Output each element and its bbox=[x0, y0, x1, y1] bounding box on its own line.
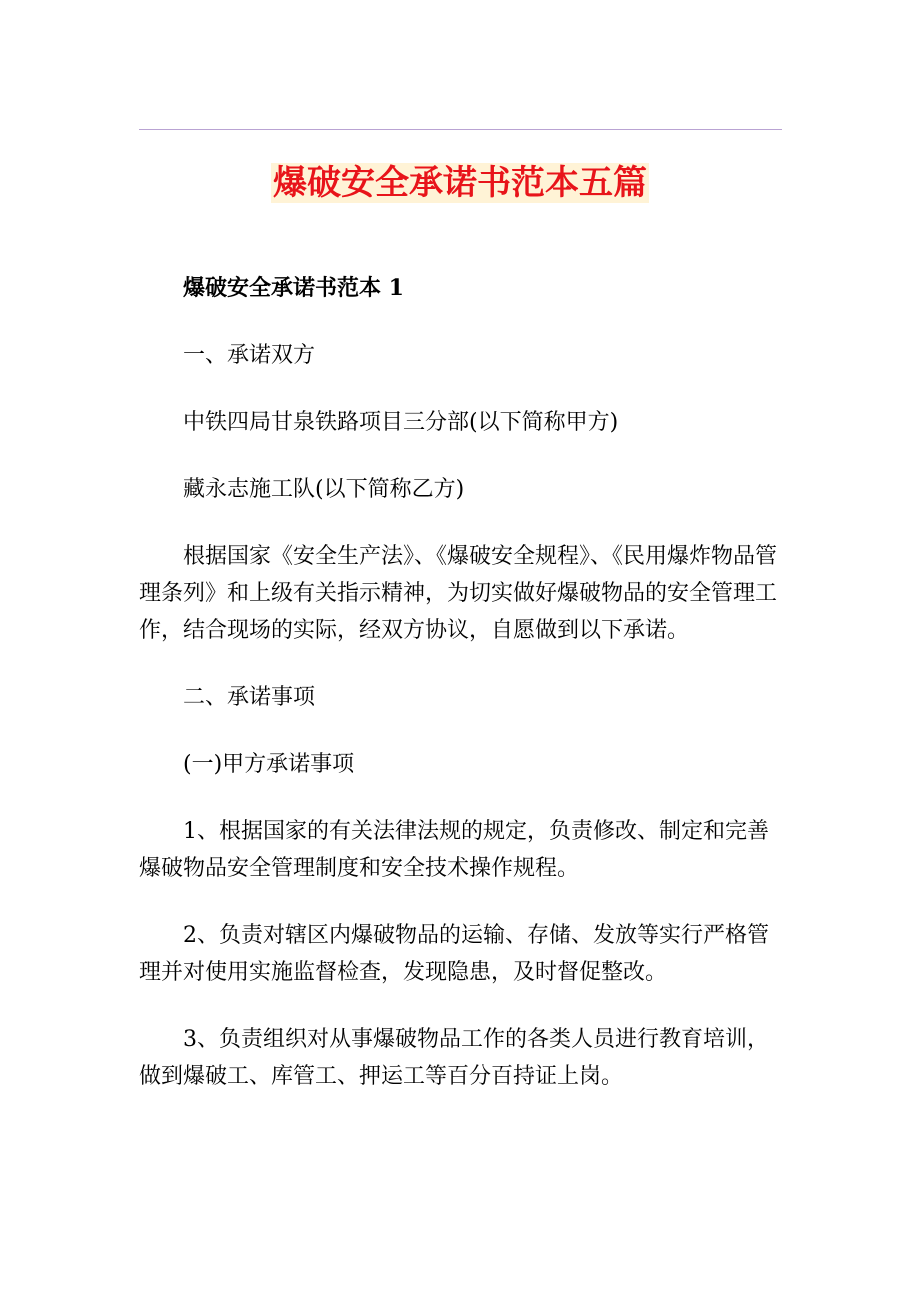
paragraph: 3、负责组织对从事爆破物品工作的各类人员进行教育培训，做到爆破工、库管工、押运工等百分百持证上岗。 bbox=[139, 1027, 769, 1089]
paragraph: 根据国家《安全生产法》、《爆破安全规程》、《民用爆炸物品管理条列》和上级有关指示精神，为切实做好爆破物品的安全管理工作，结合现场的实际，经双方协议，自愿做到以下承诺。 bbox=[139, 544, 778, 643]
paragraph: 1、根据国家的有关法律法规的规定，负责修改、制定和完善爆破物品安全管理制度和安全技术操作规程。 bbox=[139, 819, 769, 881]
document-title-text: 爆破安全承诺书范本五篇 bbox=[273, 163, 647, 203]
paragraph: (一)甲方承诺事项 bbox=[183, 752, 355, 777]
document-title bbox=[0, 158, 920, 208]
paragraph: 2、负责对辖区内爆破物品的运输、存储、发放等实行严格管理并对使用实施监督检查，发现隐患，及时督促整改。 bbox=[139, 923, 769, 985]
paragraph: 一、承诺双方 bbox=[183, 343, 316, 368]
paragraph: 二、承诺事项 bbox=[183, 685, 316, 710]
section-title: 爆破安全承诺书范本 1 bbox=[183, 275, 404, 301]
header-divider bbox=[139, 129, 782, 130]
paragraph: 中铁四局甘泉铁路项目三分部(以下简称甲方) bbox=[183, 410, 619, 435]
document-body bbox=[139, 270, 782, 1095]
paragraph: 藏永志施工队(以下简称乙方) bbox=[183, 477, 465, 502]
